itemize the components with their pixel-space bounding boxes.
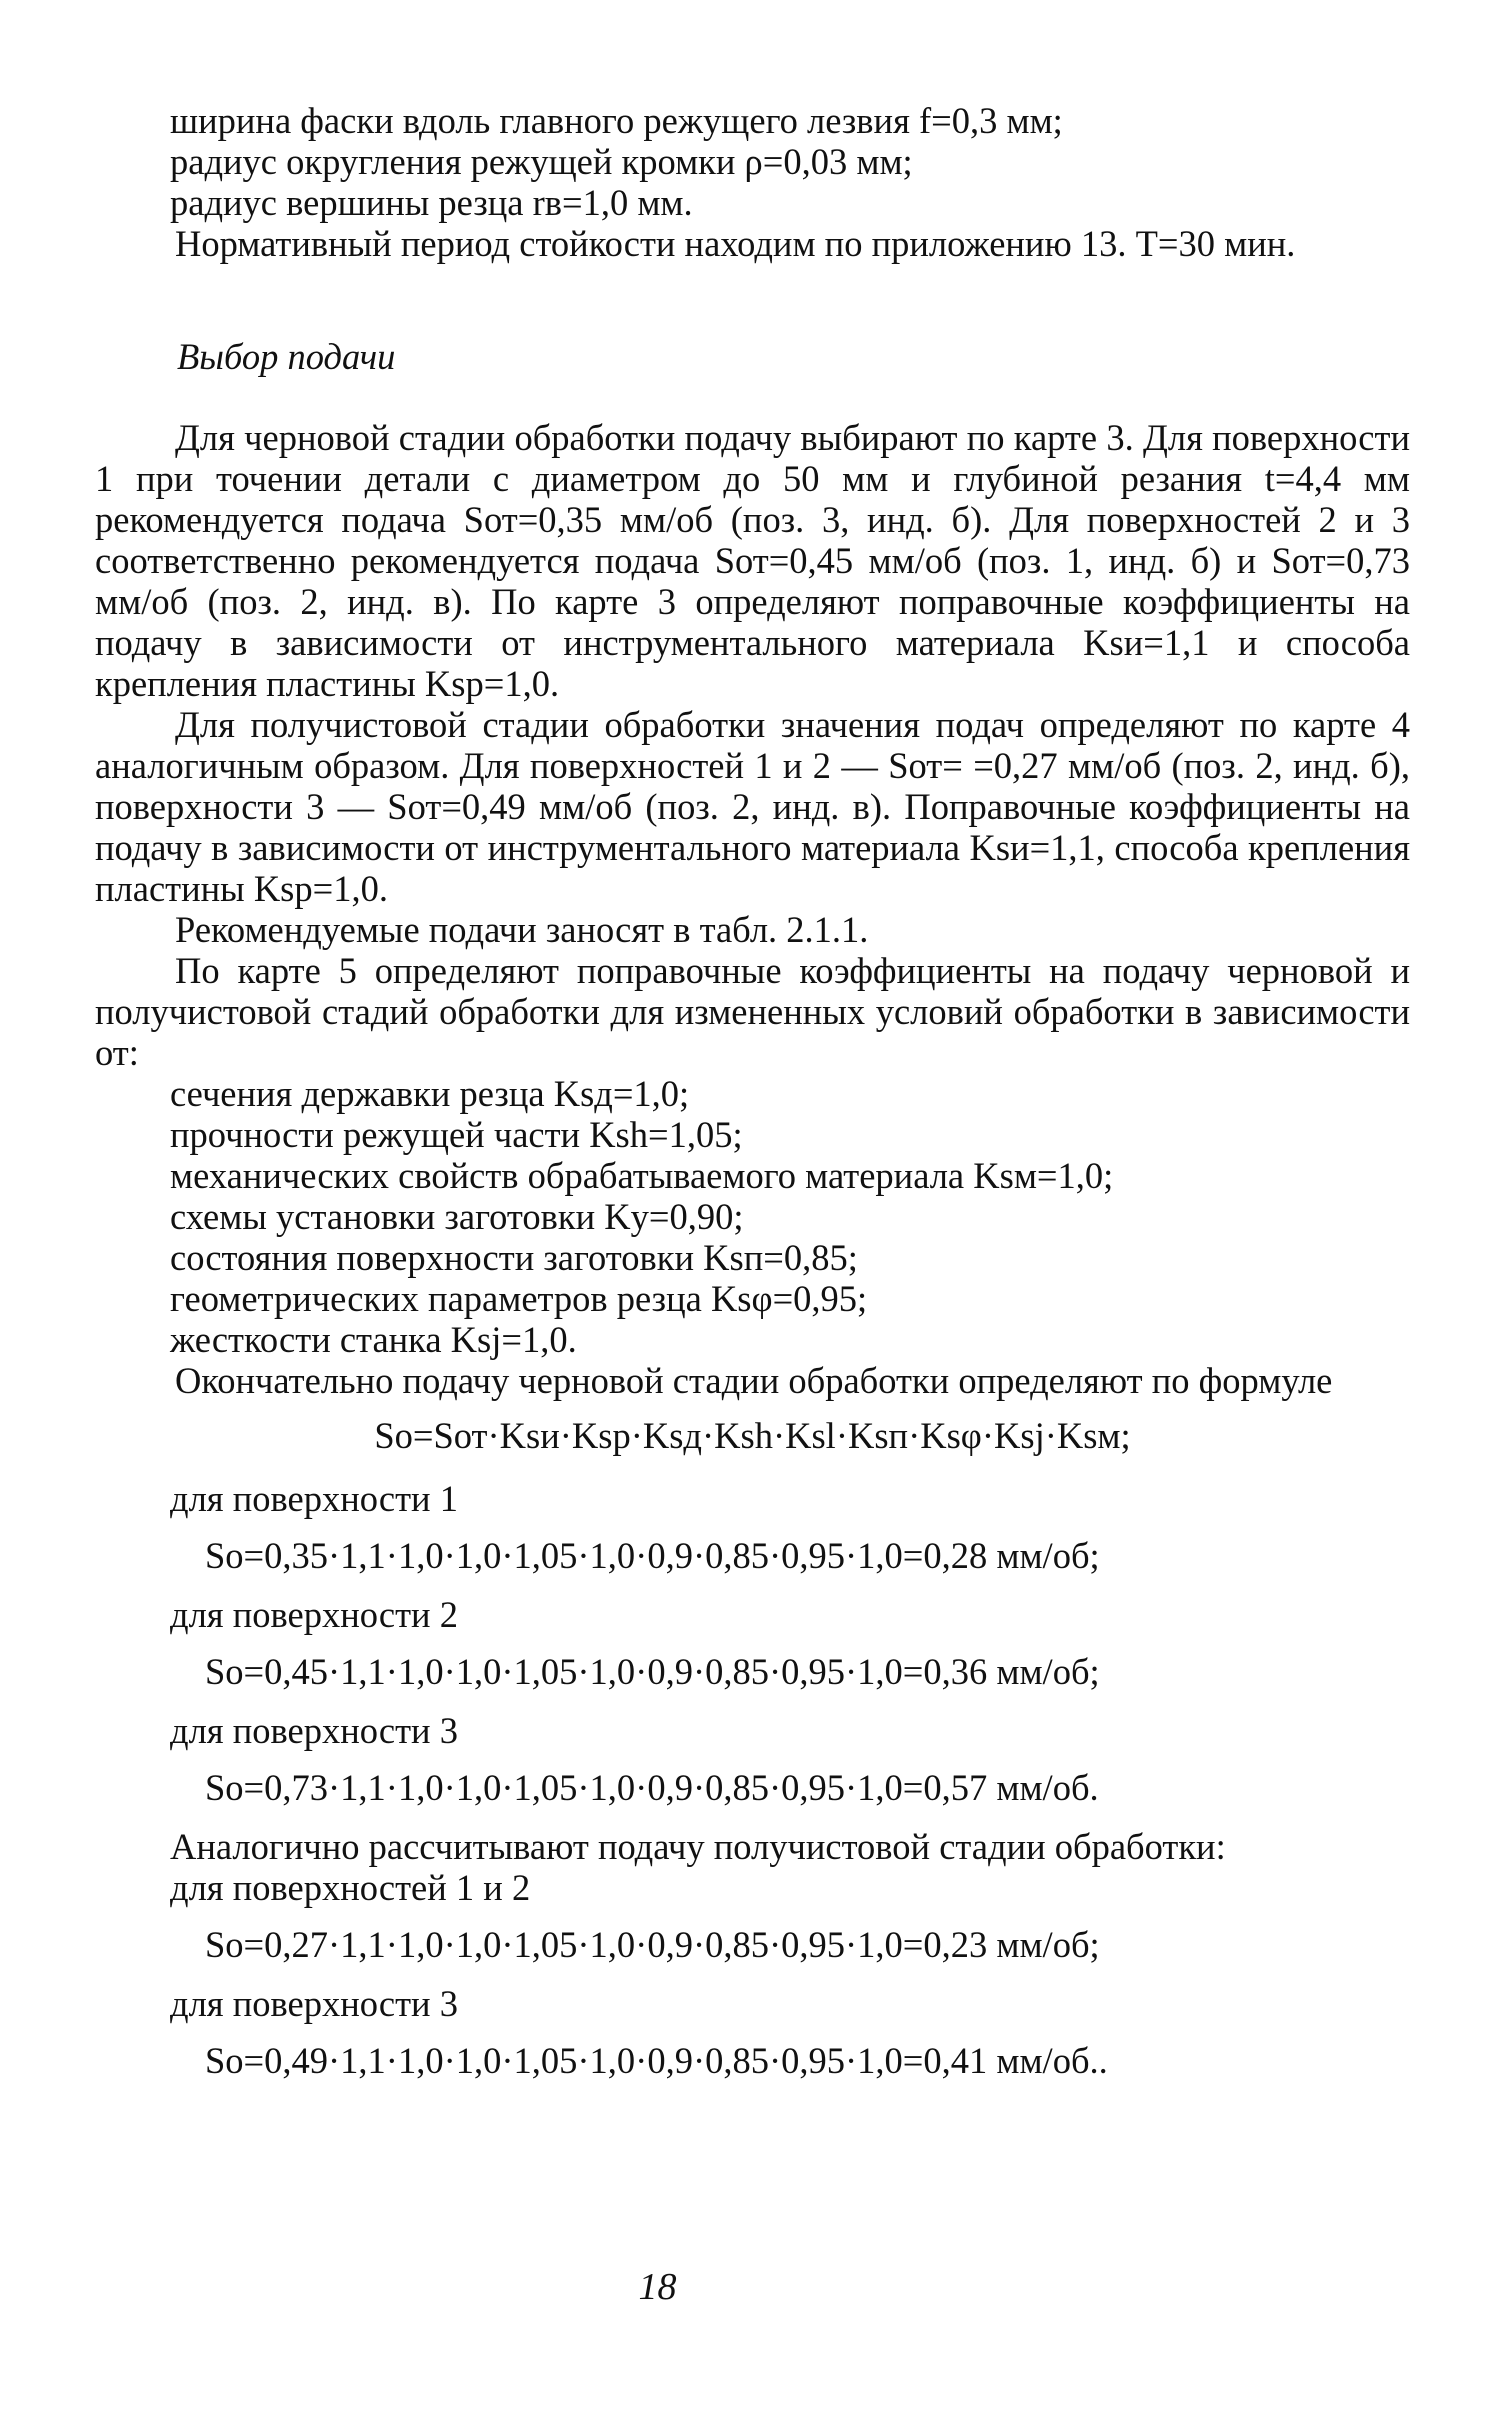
paragraph-rough-feed: Для черновой стадии обработки подачу выбирают по карте 3. Для поверхности 1 при точении детали с диаметром до 50 мм и глубиной резания t=4,4 мм рекомендуется подача Sот=0,35 мм/об (поз. 3, инд. б). Для поверхностей 2 и 3 соответственно рекомендуется подача Sот=0,45 мм/об (поз. 1, инд. б) и Sот=0,73 мм/об (поз. 2, инд. в). По карте 3 определяют поправочные коэффициенты на подачу в зависимости от инструментального материала Ksи=1,1 и способа крепления пластины Ksp=1,0. — [95, 417, 1410, 704]
factor-item: схемы установки заготовки Kу=0,90; — [170, 1196, 744, 1237]
factor-item: сечения державки резца Ksд=1,0; — [170, 1073, 690, 1114]
text-line-edge-radius: радиус округления режущей кромки ρ=0,03 мм; — [170, 141, 913, 182]
paragraph-table-ref: Рекомендуемые подачи заносят в табл. 2.1.1. — [175, 909, 869, 950]
surface-label: для поверхностей 1 и 2 — [170, 1867, 531, 1908]
calculation: Sо=0,49·1,1·1,0·1,0·1,05·1,0·0,9·0,85·0,95·1,0=0,41 мм/об.. — [205, 2040, 1108, 2081]
surface-label: для поверхности 1 — [170, 1478, 458, 1519]
factor-item: прочности режущей части Ksh=1,05; — [170, 1114, 743, 1155]
surface-label: для поверхности 3 — [170, 1983, 458, 2024]
factor-item: механических свойств обрабатываемого материала Ksм=1,0; — [170, 1155, 1114, 1196]
calculation: Sо=0,35·1,1·1,0·1,0·1,05·1,0·0,9·0,85·0,95·1,0=0,28 мм/об; — [205, 1535, 1100, 1576]
calculation: Sо=0,45·1,1·1,0·1,0·1,05·1,0·0,9·0,85·0,95·1,0=0,36 мм/об; — [205, 1651, 1100, 1692]
factor-item: состояния поверхности заготовки Ksп=0,85; — [170, 1237, 858, 1278]
paragraph-semi-feed: Для получистовой стадии обработки значения подач определяют по карте 4 аналогичным образом. Для поверхностей 1 и 2 — Sот= =0,27 мм/об (поз. 2, инд. б), поверхности 3 — Sот=0,49 мм/об (поз. 2, инд. в). Поправочные коэффициенты на подачу в зависимости от инструментального материала Ksи=1,1, способа крепления пластины Ksp=1,0. — [95, 704, 1410, 909]
paragraph-semi-intro: Аналогично рассчитывают подачу получистовой стадии обработки: — [170, 1826, 1226, 1867]
text-line-chamfer: ширина фаски вдоль главного режущего лезвия f=0,3 мм; — [170, 100, 1063, 141]
paragraph-card5: По карте 5 определяют поправочные коэффициенты на подачу черновой и получистовой стадий обработки для измененных условий обработки в зависимости от: — [95, 950, 1410, 1073]
text-line-tip-radius: радиус вершины резца rв=1,0 мм. — [170, 182, 693, 223]
section-heading: Выбор подачи — [177, 336, 396, 377]
calculation: Sо=0,73·1,1·1,0·1,0·1,05·1,0·0,9·0,85·0,95·1,0=0,57 мм/об. — [205, 1767, 1099, 1808]
surface-label: для поверхности 3 — [170, 1710, 458, 1751]
surface-label: для поверхности 2 — [170, 1594, 458, 1635]
calculation: Sо=0,27·1,1·1,0·1,0·1,05·1,0·0,9·0,85·0,95·1,0=0,23 мм/об; — [205, 1924, 1100, 1965]
page — [95, 100, 1410, 2099]
factor-item: геометрических параметров резца Ksφ=0,95; — [170, 1278, 868, 1319]
text-line-tool-life: Нормативный период стойкости находим по приложению 13. T=30 мин. — [175, 223, 1296, 264]
formula: Sо=Sот·Ksи·Ksp·Ksд·Ksh·Ksl·Ksп·Ksφ·Ksj·Ksм; — [374, 1415, 1131, 1456]
page-number: 18 — [638, 2266, 677, 2308]
factor-item: жесткости станка Ksj=1,0. — [170, 1319, 577, 1360]
paragraph-final-formula: Окончательно подачу черновой стадии обработки определяют по формуле — [175, 1360, 1333, 1401]
